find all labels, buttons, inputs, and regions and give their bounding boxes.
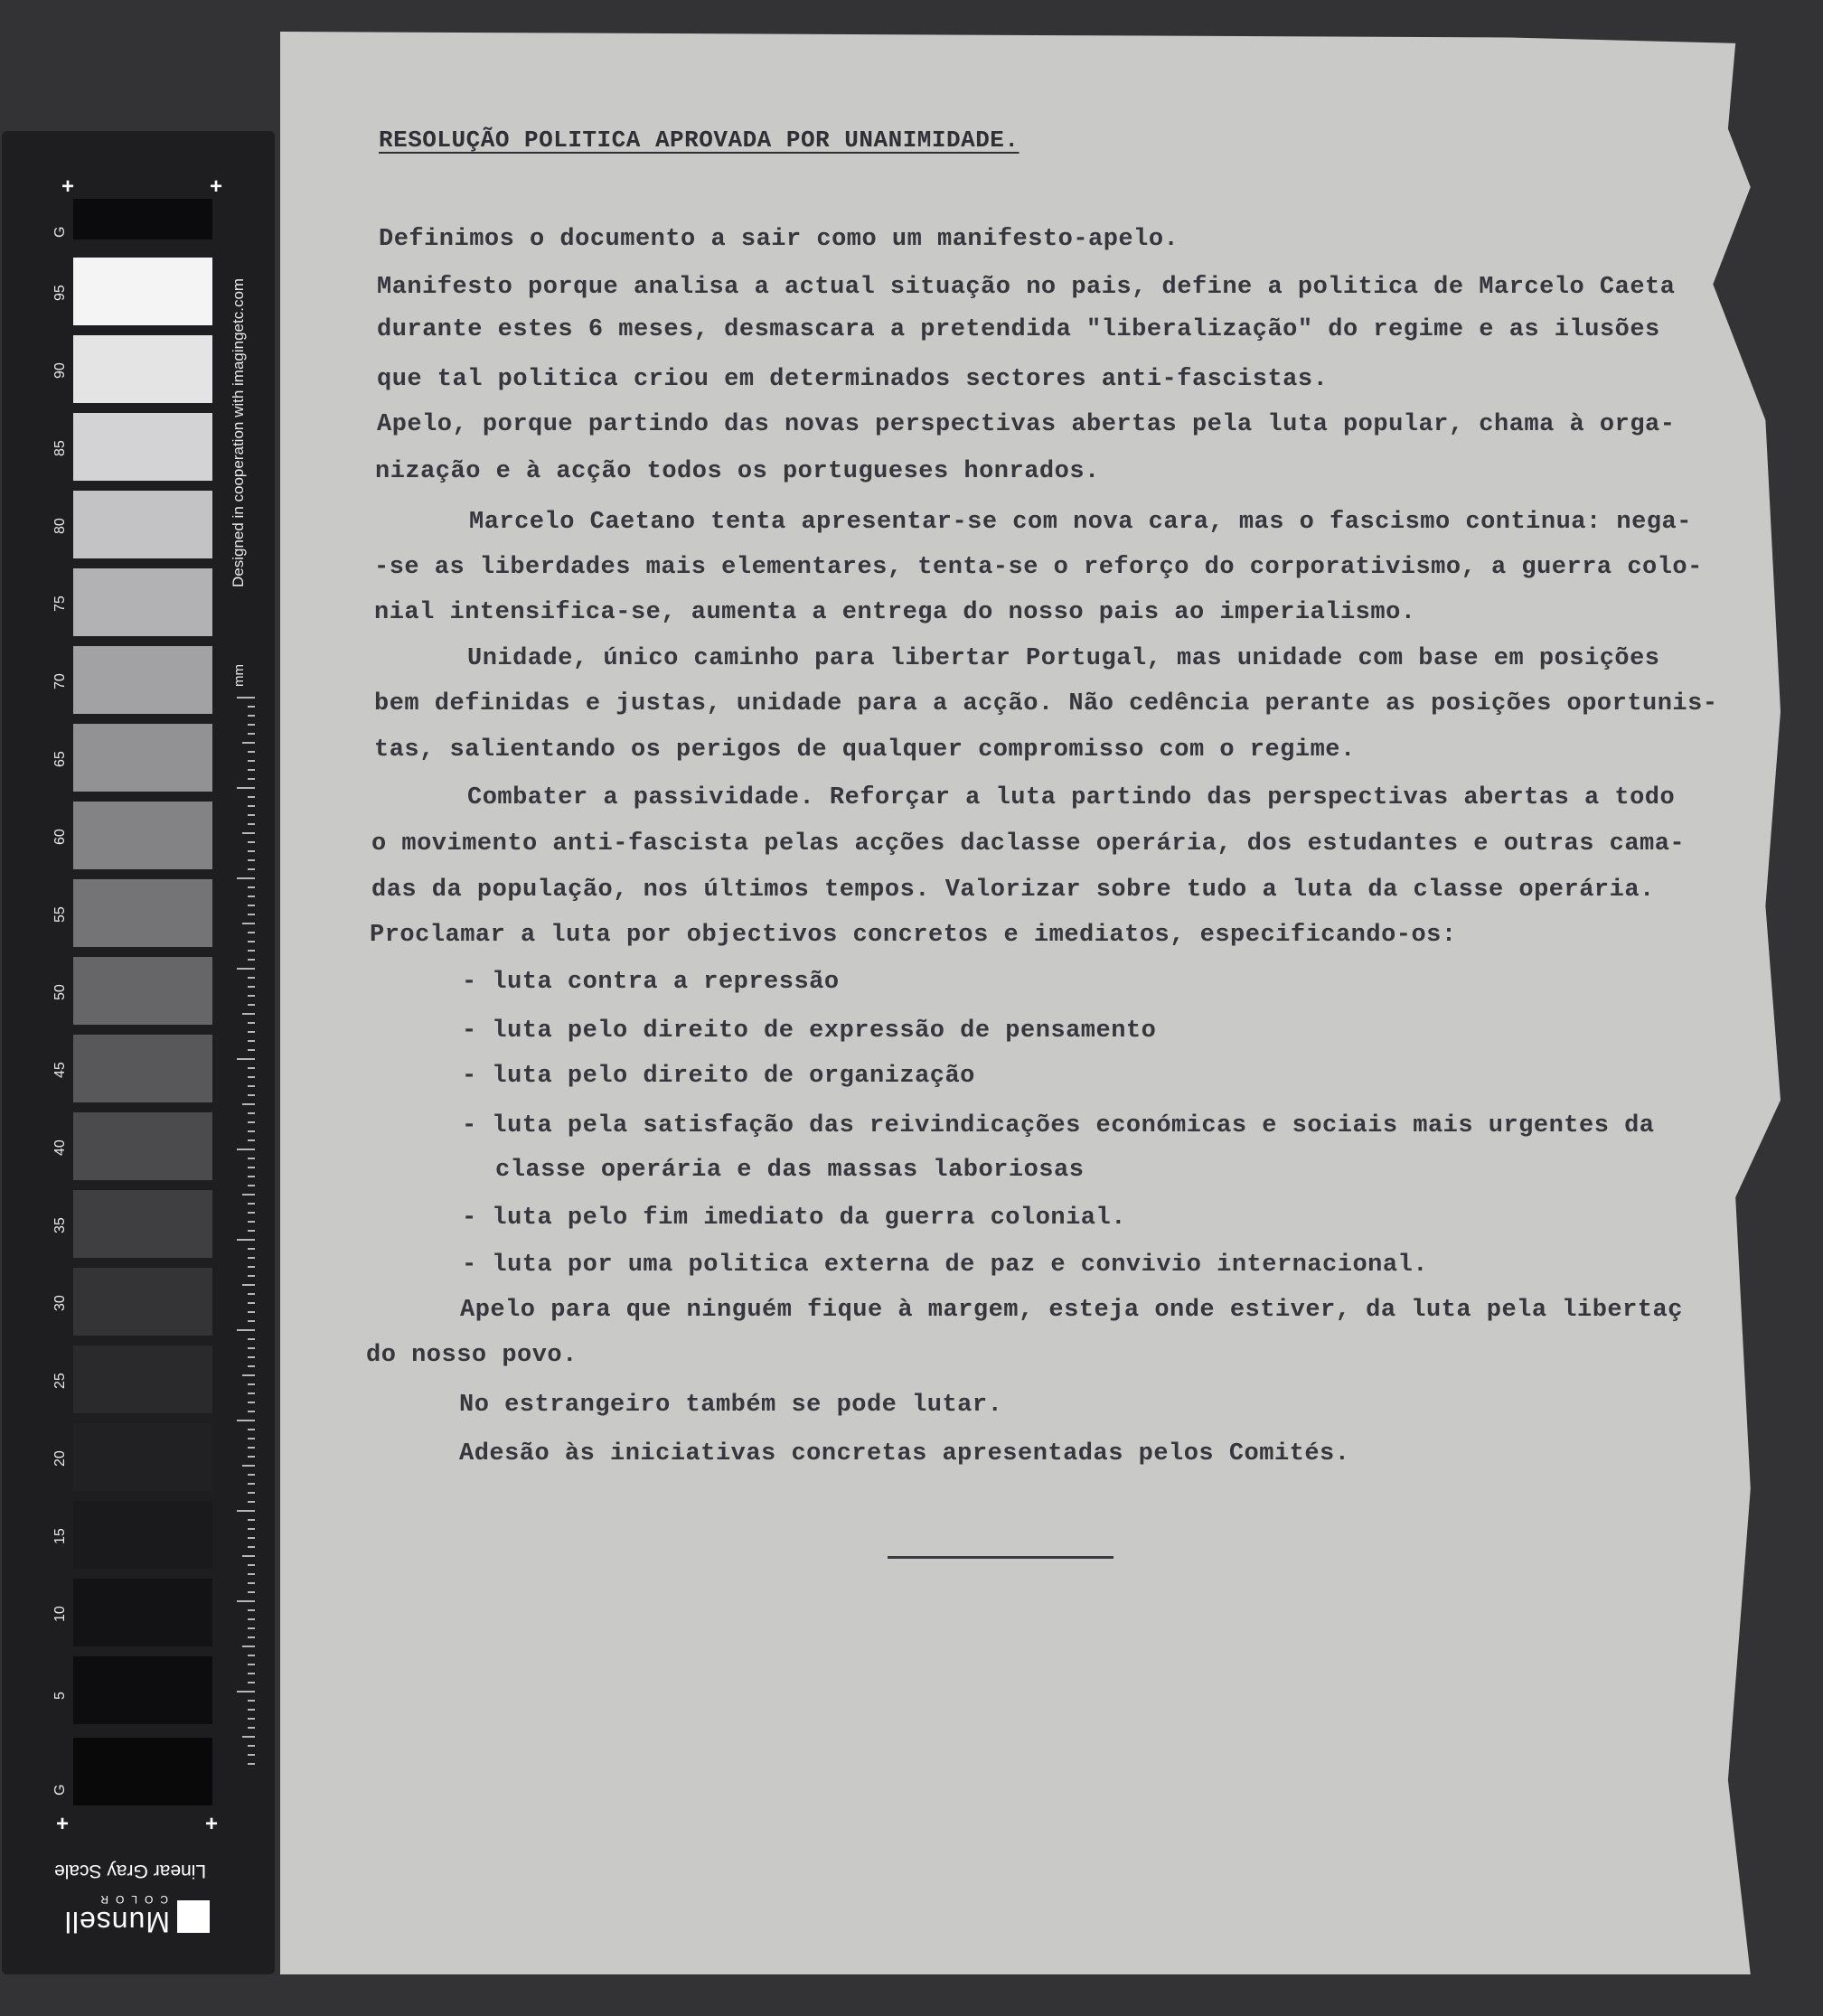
- gray-swatch: [73, 1423, 212, 1491]
- text-line: das da população, nos últimos tempos. Valorizar sobre tudo a luta da classe operária.: [371, 877, 1655, 904]
- top-black-patch: [73, 199, 212, 239]
- text-line: Definimos o documento a sair como um manifesto-apelo.: [379, 226, 1179, 253]
- text-line: do nosso povo.: [366, 1342, 578, 1369]
- closing-rule: [888, 1556, 1114, 1559]
- gray-swatch: [73, 568, 212, 636]
- swatch-label: 10: [52, 1606, 68, 1622]
- list-item: - luta contra a repressão: [462, 969, 840, 996]
- swatch-label: 15: [52, 1528, 68, 1544]
- text-line: No estrangeiro também se pode lutar.: [459, 1392, 1003, 1419]
- swatch-label: 95: [52, 285, 68, 301]
- plus-mark: +: [56, 1812, 70, 1836]
- scale-title: Linear Gray Scale: [54, 1861, 207, 1881]
- gray-swatch: [73, 335, 212, 403]
- text-line: nial intensifica-se, aumenta a entrega do nosso pais ao imperialismo.: [374, 599, 1416, 626]
- mm-ruler: [233, 696, 255, 1767]
- swatch-label: 5: [52, 1692, 68, 1700]
- plus-mark: +: [210, 174, 223, 199]
- swatch-label: 40: [52, 1139, 68, 1156]
- text-line: Apelo para que ninguém fique à margem, esteja onde estiver, da luta pela libertaç: [460, 1297, 1683, 1324]
- text-line: -se as liberdades mais elementares, tenta-se o reforço do corporativismo, a guerra colo-: [374, 554, 1703, 581]
- brand-sub: COLOR: [93, 1893, 168, 1906]
- gray-swatch: [73, 413, 212, 481]
- gray-swatch: [73, 646, 212, 714]
- swatch-label: 65: [52, 751, 68, 767]
- list-item: - luta pelo fim imediato da guerra colonial.: [462, 1205, 1126, 1232]
- text-line: nização e à acção todos os portugueses honrados.: [375, 458, 1100, 485]
- ruler-unit-label: mm: [231, 664, 247, 687]
- text-line: Unidade, único caminho para libertar Portugal, mas unidade com base em posições: [467, 645, 1660, 672]
- gray-swatch: [73, 724, 212, 792]
- plus-mark: +: [205, 1812, 219, 1836]
- text-line: tas, salientando os perigos de qualquer compromisso com o regime.: [374, 736, 1356, 764]
- gray-swatch: [73, 802, 212, 869]
- gray-swatch: [73, 1579, 212, 1646]
- swatch-label: 20: [52, 1450, 68, 1467]
- swatch-label: 45: [52, 1062, 68, 1078]
- swatch-label: 70: [52, 673, 68, 689]
- text-line: Manifesto porque analisa a actual situação no pais, define a politica de Marcelo Caeta: [377, 274, 1676, 301]
- end-label-top: G: [52, 226, 68, 238]
- gray-swatch: [73, 1035, 212, 1102]
- text-line: durante estes 6 meses, desmascara a pretendida "liberalização" do regime e as ilusões: [377, 316, 1660, 343]
- list-item: - luta pela satisfação das reivindicações económicas e sociais mais urgentes da: [462, 1112, 1655, 1139]
- text-line: o movimento anti-fascista pelas acções daclasse operária, dos estudantes e outras cama-: [371, 830, 1686, 858]
- gray-swatch: [73, 1501, 212, 1569]
- gray-swatch: [73, 491, 212, 558]
- swatch-label: 80: [52, 518, 68, 534]
- list-item: - luta por uma politica externa de paz e convivio internacional.: [462, 1252, 1428, 1279]
- swatch-label: 25: [52, 1373, 68, 1389]
- text-line: que tal politica criou em determinados sectores anti-fascistas.: [377, 366, 1329, 393]
- munsell-logo: [65, 1893, 210, 1938]
- text-line: Apelo, porque partindo das novas perspectivas abertas pela luta popular, chama à orga-: [377, 411, 1676, 438]
- bottom-black-patch: [73, 1738, 212, 1805]
- gray-swatch: [73, 1346, 212, 1413]
- swatch-label: 55: [52, 906, 68, 923]
- list-item: - luta pelo direito de organização: [462, 1063, 975, 1090]
- swatch-label: 35: [52, 1217, 68, 1233]
- text-line: Marcelo Caetano tenta apresentar-se com nova cara, mas o fascismo continua: nega-: [469, 509, 1692, 536]
- gray-swatch: [73, 1656, 212, 1724]
- list-item: - luta pelo direito de expressão de pensamento: [462, 1017, 1157, 1045]
- swatch-label: 90: [52, 362, 68, 379]
- swatch-label: 60: [52, 829, 68, 845]
- munsell-grid-icon: [177, 1900, 210, 1933]
- brand-name: Munsell: [63, 1906, 170, 1938]
- swatch-label: 75: [52, 595, 68, 612]
- gray-swatch: [73, 1190, 212, 1258]
- document-title: RESOLUÇÃO POLITICA APROVADA POR UNANIMIDADE.: [379, 127, 1020, 154]
- text-line: bem definidas e justas, unidade para a acção. Não cedência perante as posições oportunis-: [374, 690, 1718, 717]
- gray-swatch: [73, 258, 212, 325]
- swatch-label: 85: [52, 440, 68, 456]
- gray-swatch: [73, 1112, 212, 1180]
- list-item-continuation: classe operária e das massas laboriosas: [495, 1157, 1085, 1184]
- gray-swatch: [73, 957, 212, 1025]
- swatch-label: 30: [52, 1295, 68, 1311]
- text-line: Adesão às iniciativas concretas apresentadas pelos Comités.: [459, 1440, 1350, 1467]
- text-line: Combater a passividade. Reforçar a luta partindo das perspectivas abertas a todo: [467, 784, 1676, 811]
- end-label-bottom: G: [52, 1784, 68, 1796]
- text-line: Proclamar a luta por objectivos concretos e imediatos, especificando-os:: [370, 922, 1457, 949]
- plus-mark: +: [61, 174, 75, 199]
- gray-swatch: [73, 1268, 212, 1336]
- gray-swatch: [73, 879, 212, 947]
- swatch-label: 50: [52, 984, 68, 1000]
- credit-text: Designed in cooperation with imagingetc.com: [230, 277, 247, 587]
